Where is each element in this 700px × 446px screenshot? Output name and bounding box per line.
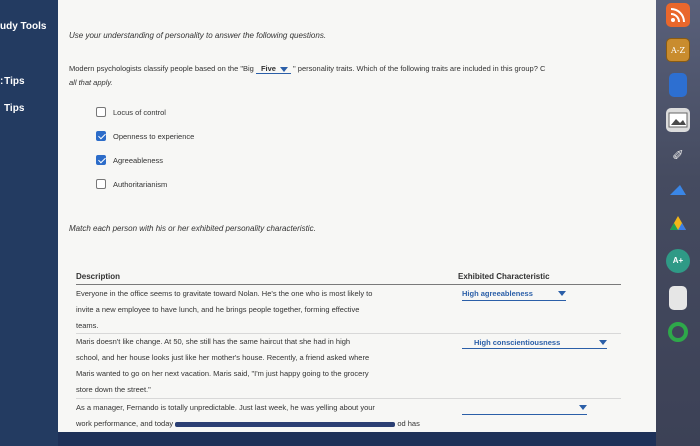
checkbox[interactable] (96, 107, 106, 117)
question-text: Modern psychologists classify people based on the "Big Five " personality traits. Which of the following traits are included in this group? C all that apply. (69, 64, 546, 87)
sidebar (0, 0, 58, 446)
match-instruction: Match each person with his or her exhibited personality characteristic. (69, 224, 316, 233)
instruction-text: Use your understanding of personality to answer the following questions. (69, 31, 327, 40)
chevron-down-icon (558, 291, 566, 296)
chevron-down-icon (280, 67, 288, 72)
rss-icon[interactable] (666, 3, 690, 27)
sidebar-item-tips-2[interactable]: Tips (4, 103, 25, 114)
column-header-description: Description (76, 272, 121, 281)
picture-icon[interactable] (666, 108, 690, 132)
book-icon[interactable] (669, 73, 687, 97)
checkbox-checked[interactable] (96, 131, 106, 141)
text-icon[interactable]: A+ (666, 249, 690, 273)
sidebar-title[interactable]: udy Tools (0, 21, 47, 32)
drive-icon[interactable] (666, 213, 690, 237)
table-row: Everyone in the office seems to gravitate toward Nolan. He's the one who is most likely to invite a new employee to have lunch, and he brings people together, forming effective teams. (76, 289, 373, 330)
table-header-divider (76, 284, 621, 285)
chevron-down-icon (599, 340, 607, 345)
app-dock (656, 0, 700, 446)
content-pane: Use your understanding of personality to answer the following questions. Modern psychologists classify people based on the "Big Five " personality traits. Which of the following traits are included in this group? C all that apply. Locus of control Openness to experience Agreeableness Authoritarianism Match each person with his or her exhibited personality characteristic. Description Exhibited Characteristic Everyone in the office seems to gravitate toward Nolan. He's the one who is most likely to invite a new employee to have lunch, and he brings people together, forming effective teams. High agreeableness Maris doesn't like change. At 50, she still has the same haircut that she had in high school, and her house looks just like her mother's house. Recently, a friend asked where Maris wanted to go on her next vacation. Maris said, "I'm just happy going to the grocery store down the street." High conscientiousness As a manager, Fernando is totally unpredictable. Just last week, he was yelling about your work performance, and today od has (58, 0, 656, 446)
row-divider (76, 398, 621, 399)
big-five-dropdown[interactable]: Five (256, 64, 291, 74)
scribble-overlay (175, 422, 395, 427)
taskbar-strip (58, 432, 656, 446)
sidebar-item-label: Tips (4, 76, 25, 87)
characteristic-select-nolan[interactable]: High agreeableness (462, 288, 566, 301)
quill-icon[interactable]: ✐ (672, 147, 684, 163)
circle-icon[interactable] (666, 320, 690, 344)
characteristic-select-maris[interactable]: High conscientiousness (462, 337, 607, 349)
cloud-icon[interactable] (666, 178, 690, 202)
checkbox[interactable] (96, 179, 106, 189)
checkbox-checked[interactable] (96, 155, 106, 165)
table-row: Maris doesn't like change. At 50, she still has the same haircut that she had in high school, and her house looks just like her mother's house. Recently, a friend asked where Maris wanted to go on her next vacation. Maris said, "I'm just happy going to the grocery store down the street." (76, 337, 370, 394)
sidebar-item-tips[interactable]: : Tips (0, 76, 25, 87)
column-header-characteristic: Exhibited Characteristic (458, 272, 550, 281)
table-row: As a manager, Fernando is totally unpredictable. Just last week, he was yelling about your work performance, and today od has (76, 403, 420, 428)
a-z-icon[interactable]: A-Z (666, 38, 690, 62)
characteristic-select-fernando[interactable] (462, 402, 587, 415)
document-icon[interactable] (669, 286, 687, 310)
chevron-down-icon (579, 405, 587, 410)
